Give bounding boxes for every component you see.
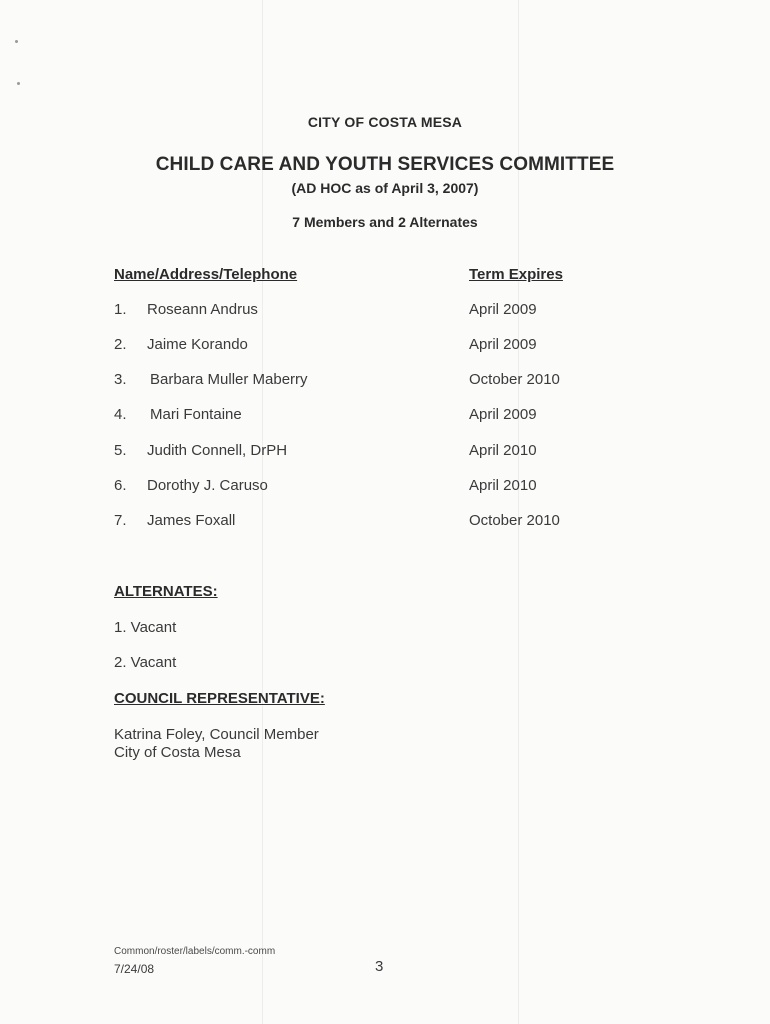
council-representative-name: Katrina Foley, Council Member	[114, 726, 319, 743]
member-name: Dorothy J. Caruso	[147, 477, 268, 494]
member-row	[0, 301, 770, 321]
footer-date: 7/24/08	[114, 962, 155, 976]
scan-speck	[17, 82, 20, 85]
member-term: April 2009	[469, 406, 537, 423]
council-representative-org: City of Costa Mesa	[114, 744, 241, 761]
member-row	[0, 442, 770, 462]
member-name: Judith Connell, DrPH	[147, 442, 288, 459]
member-term: April 2009	[469, 336, 537, 353]
member-number: 2.	[114, 336, 127, 353]
member-number: 4.	[114, 406, 127, 423]
member-term: April 2010	[469, 477, 537, 494]
member-row	[0, 336, 770, 356]
member-name: Mari Fontaine	[150, 406, 242, 423]
member-term: October 2010	[469, 371, 560, 388]
adhoc-date: (AD HOC as of April 3, 2007)	[291, 180, 479, 196]
member-name: Barbara Muller Maberry	[150, 371, 308, 388]
member-name: Roseann Andrus	[147, 301, 258, 318]
committee-title: CHILD CARE AND YOUTH SERVICES COMMITTEE	[155, 154, 615, 175]
member-term: April 2010	[469, 442, 537, 459]
member-name: James Foxall	[147, 512, 236, 529]
member-name: Jaime Korando	[147, 336, 248, 353]
city-title: CITY OF COSTA MESA	[307, 114, 463, 130]
alternates-heading: ALTERNATES:	[114, 583, 218, 600]
member-term: October 2010	[469, 512, 560, 529]
member-number: 1.	[114, 301, 127, 318]
council-representative-heading: COUNCIL REPRESENTATIVE:	[114, 690, 325, 707]
member-term: April 2009	[469, 301, 537, 318]
member-number: 6.	[114, 477, 127, 494]
member-row	[0, 406, 770, 426]
scan-speck	[15, 40, 18, 43]
member-number: 7.	[114, 512, 127, 529]
footer-file-path: Common/roster/labels/comm.-comm	[114, 946, 276, 957]
member-row	[0, 512, 770, 532]
member-number: 3.	[114, 371, 127, 388]
member-row	[0, 371, 770, 391]
member-number: 5.	[114, 442, 127, 459]
member-row	[0, 477, 770, 497]
column-header-term: Term Expires	[469, 266, 563, 283]
page-number: 3	[375, 958, 384, 975]
alternate-item: 2. Vacant	[114, 654, 177, 671]
column-header-name: Name/Address/Telephone	[114, 266, 298, 283]
alternate-item: 1. Vacant	[114, 619, 177, 636]
members-count: 7 Members and 2 Alternates	[292, 214, 478, 230]
